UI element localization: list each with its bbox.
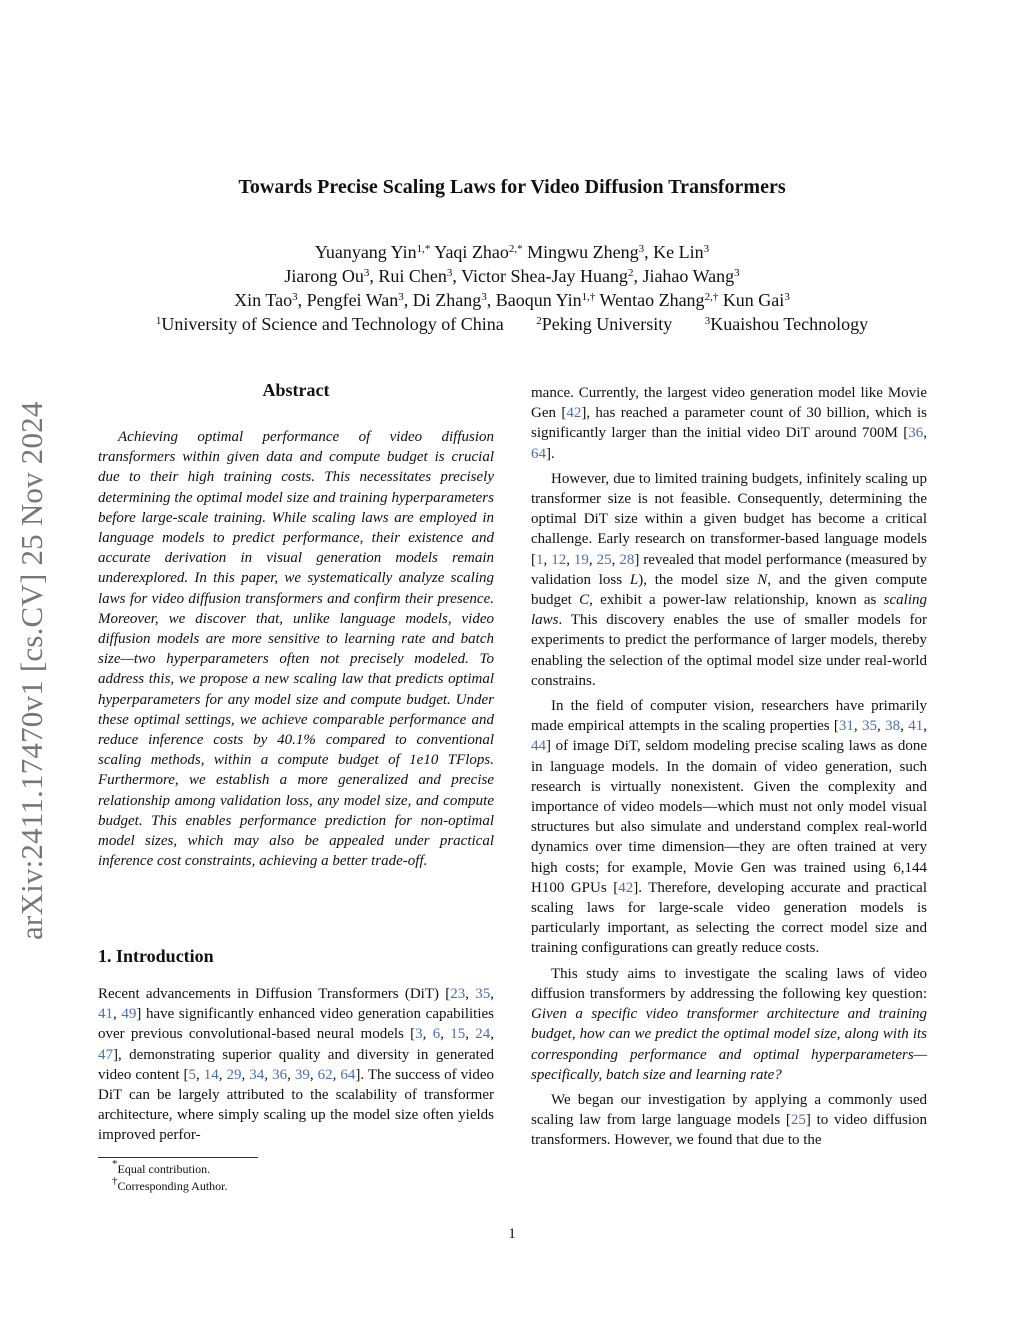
citation-link[interactable]: 23: [450, 986, 466, 1002]
citation-link[interactable]: 42: [618, 879, 634, 896]
author-name: Jiarong Ou$^3$: [284, 266, 370, 286]
introduction-heading: 1. Introduction: [98, 946, 214, 966]
citation-link[interactable]: 35: [475, 986, 491, 1002]
citation-link[interactable]: 38: [885, 718, 901, 735]
citation-link[interactable]: 25: [790, 1112, 806, 1129]
citation-link[interactable]: 62: [317, 1066, 333, 1083]
citation-link[interactable]: 34: [249, 1066, 265, 1083]
author-name: Victor Shea-Jay Huang$^2$: [461, 266, 634, 286]
paper-title: Towards Precise Scaling Laws for Video Diffusion Transformers: [238, 176, 786, 198]
citation-link[interactable]: 35: [862, 718, 878, 735]
citation-link[interactable]: 6: [432, 1026, 441, 1043]
author-name: Ke Lin$^3$: [653, 242, 710, 262]
footnote-equal-contribution: *Equal contribution.: [112, 1158, 211, 1176]
citation-link[interactable]: 47: [98, 1046, 113, 1063]
affiliation-1: $^1$University of Science and Technology of China: [155, 314, 504, 334]
citation-link[interactable]: 49: [121, 1006, 137, 1023]
citation-link[interactable]: 15: [450, 1026, 466, 1043]
citation-link[interactable]: 42: [566, 405, 582, 422]
citation-link[interactable]: 19: [573, 551, 589, 568]
author-line-1: Yuanyang Yin$^{1,*}$ Yaqi Zhao$^{2,*}$ Mingwu Zheng$^3$, Ke Lin$^3$: [314, 242, 710, 262]
right-paragraph-3: In the field of computer vision, researchers have primarily made empirical attempts in the scaling properties [31, 35, 38, 41, 44] of image DiT, seldom modeling precise scaling laws as done in language models. In the domain of video generation, such research is virtually nonexistent. Given the complexity and importance of video models—which must not only model visual structures but also simulate and understand complex real-world dynamics over time dimension—they are often trained at very high costs; for example, Movie Gen was trained using 6,144 H100 GPUs [42]. Therefore, developing accurate and practical scaling laws for large-scale video generation models is particularly important, as selecting the correct model size and training configurations can greatly reduce costs.: [531, 698, 927, 957]
author-name: Di Zhang$^3$: [412, 290, 487, 310]
citation-link[interactable]: 28: [619, 551, 635, 568]
right-column: [531, 383, 927, 1156]
author-name: Yuanyang Yin$^{1,*}$: [314, 242, 431, 262]
citation-link[interactable]: 41: [908, 718, 924, 735]
citation-link[interactable]: 36: [272, 1066, 288, 1083]
citation-link[interactable]: 5: [188, 1066, 196, 1083]
author-line-2: Jiarong Ou$^3$, Rui Chen$^3$, Victor Shea-Jay Huang$^2$, Jiahao Wang$^3$: [284, 266, 740, 286]
citation-link[interactable]: 39: [294, 1066, 310, 1083]
introduction-paragraph-1: Recent advancements in Diffusion Transformers (DiT) [23, 35, 41, 49] have significantly enhanced video generation capabilities over previous convolutional-based neural models [3, 6, 15, 24, 47], demonstrating superior quality and diversity in generated video content [5, 14, 29, 34, 36, 39, 62, 64]. The success of video DiT can be largely attributed to the scalability of transformer architecture, where simply scaling up the model size often yields improved perfor-: [98, 986, 495, 1144]
author-name: Mingwu Zheng$^3$: [527, 242, 645, 262]
author-name: Xin Tao$^3$: [234, 290, 298, 310]
author-name: Rui Chen$^3$: [378, 266, 453, 286]
author-line-3: Xin Tao$^3$, Pengfei Wan$^3$, Di Zhang$^3$, Baoqun Yin$^{1,\dagger}$ Wentao Zhang$^{2,\dagger}$ Kun Gai$^3$: [234, 290, 790, 310]
affiliations: [0, 313, 1024, 336]
citation-link[interactable]: 31: [838, 718, 854, 735]
footnote-corresponding-author: †Corresponding Author.: [112, 1175, 228, 1193]
right-paragraph-5: We began our investigation by applying a commonly used scaling law from large language models [25] to video diffusion transformers. However, we found that due to the: [531, 1091, 927, 1149]
citation-link[interactable]: 44: [531, 738, 546, 755]
citation-link[interactable]: 12: [551, 551, 567, 568]
citation-link[interactable]: 1: [536, 551, 544, 568]
arxiv-identifier: arXiv:2411.17470v1 [cs.CV] 25 Nov 2024: [14, 401, 49, 940]
abstract-body: Achieving optimal performance of video diffusion transformers within given data and compute budget is crucial due to their high training costs. This necessitates precisely determining the optimal model size and training hyperparameters before large-scale training. While scaling laws are employed in language models to predict performance, their existence and accurate derivation in visual generation models remain underexplored. In this paper, we systematically analyze scaling laws for video diffusion transformers and confirm their presence. Moreover, we discover that, unlike language models, video diffusion models are more sensitive to learning rate and batch size—two hyperparameters often not precisely modeled. To address this, we propose a new scaling law that predicts optimal hyperparameters for any model size and compute budget. Under these optimal settings, we achieve comparable performance and reduce inference costs by 40.1% compared to conventional scaling methods, within a compute budget of 1e10 TFlops. Furthermore, we establish a more generalized and precise relationship among validation loss, any model size, and compute budget. This enables performance prediction for non-optimal model sizes, which may also be appealed under practical inference cost constraints, achieving a better trade-off.: [98, 429, 494, 870]
citation-link[interactable]: 25: [596, 551, 612, 568]
citation-link[interactable]: 64: [340, 1066, 356, 1083]
footnote-rule: [98, 1157, 258, 1158]
author-name: Jiahao Wang$^3$: [642, 266, 740, 286]
citation-link[interactable]: 24: [475, 1026, 491, 1043]
right-paragraph-2: However, due to limited training budgets, infinitely scaling up transformer size is not feasible. Consequently, determining the optimal DiT size within a given budget has become a critical challenge. Early research on transformer-based language models [1, 12, 19, 25, 28] revealed that model performance (measured by validation loss L), the model size N, and the given compute budget C, exhibit a power-law relationship, known as scaling laws. This discovery enables the use of smaller models for experiments to predict the performance of larger models, thereby enabling the selection of the optimal model size under real-world constrains.: [531, 470, 928, 689]
author-name: Pengfei Wan$^3$: [306, 290, 404, 310]
citation-link[interactable]: 64: [531, 445, 546, 462]
abstract-heading: Abstract: [262, 380, 330, 400]
citation-link[interactable]: 41: [98, 1006, 113, 1023]
author-name: Baoqun Yin$^{1,\dagger}$: [495, 290, 596, 310]
right-paragraph-4: This study aims to investigate the scaling laws of video diffusion transformers by addressing the following key question: Given a specific video transformer architecture and training budget, how can we predict the optimal model size, along with its corresponding performance and optimal hyperparameters—specifically, batch size and learning rate?: [531, 965, 927, 1083]
citation-link[interactable]: 14: [203, 1066, 219, 1083]
affiliation-3: $^3$Kuaishou Technology: [704, 314, 869, 334]
right-paragraph-1: mance. Currently, the largest video generation model like Movie Gen [42], has reached a parameter count of 30 billion, which is significantly larger than the initial video DiT around 700M [36, 64].: [531, 385, 927, 462]
affiliation-2: $^2$Peking University: [536, 314, 673, 334]
author-name: Kun Gai$^3$: [722, 290, 790, 310]
citation-link[interactable]: 29: [226, 1066, 242, 1083]
author-name: Yaqi Zhao$^{2,*}$: [434, 242, 523, 262]
citation-link[interactable]: 36: [908, 425, 924, 442]
author-name: Wentao Zhang$^{2,\dagger}$: [599, 290, 719, 310]
page-number: 1: [508, 1226, 516, 1242]
citation-link[interactable]: 3: [415, 1026, 423, 1043]
